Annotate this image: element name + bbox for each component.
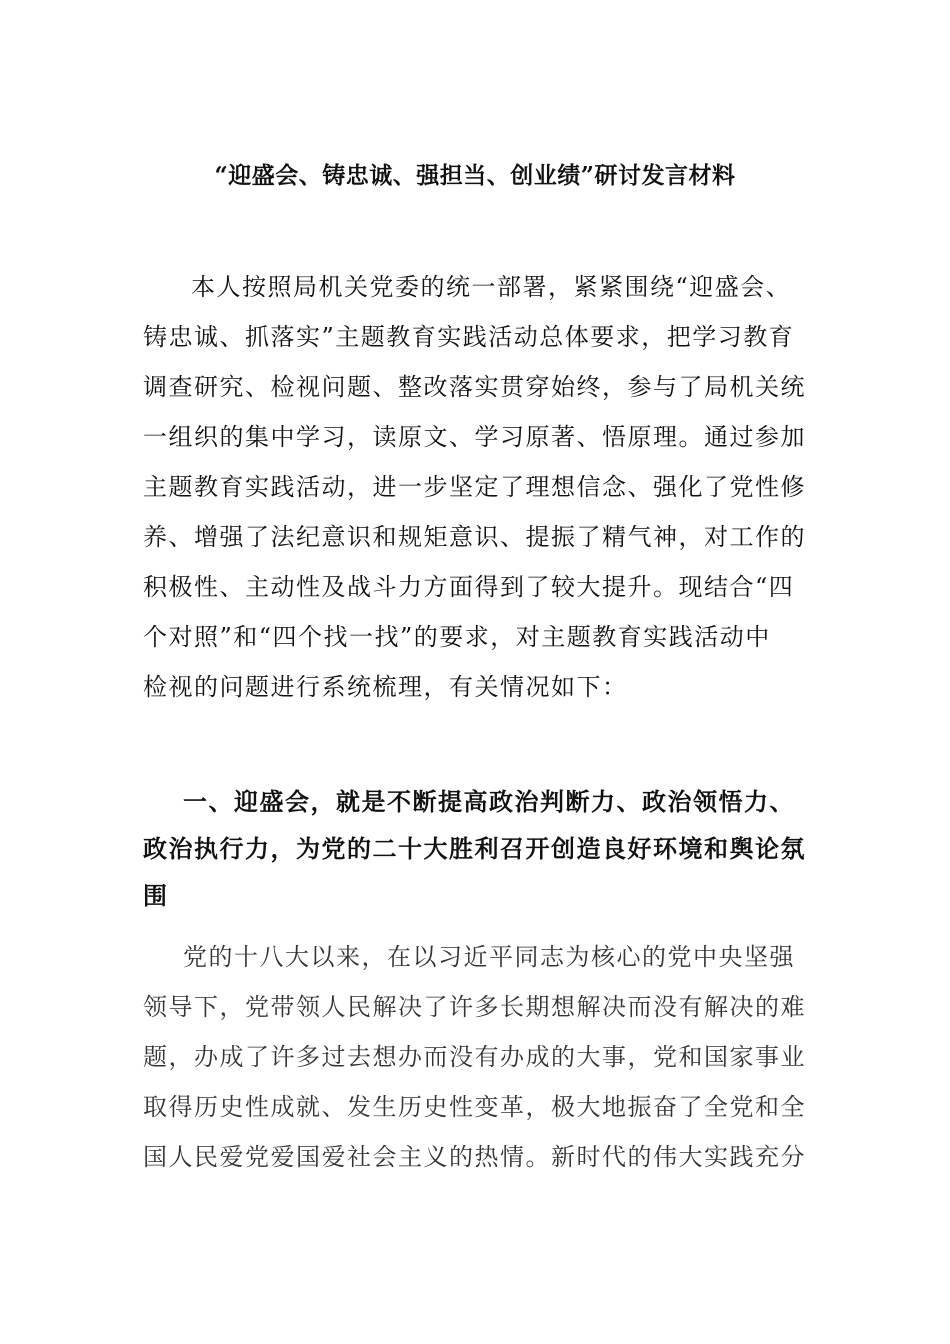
paragraph-line: 本人按照局机关党委的统一部署，紧紧围绕“迎盛会、 [191,273,792,301]
paragraph-line: 调查研究、检视问题、整改落实贯穿始终，参与了局机关统 [143,373,806,401]
paragraph-line: 积极性、主动性及战斗力方面得到了较大提升。现结合“四 [143,573,795,601]
paragraph-line: 检视的问题进行系统梳理，有关情况如下： [143,673,628,701]
document-title: “迎盛会、铸忠诚、强担当、创业绩”研讨发言材料 [214,162,736,189]
paragraph-line: 题，办成了许多过去想办而没有办成的大事，党和国家事业 [143,1043,806,1071]
paragraph-line: 领导下，党带领人民解决了许多长期想解决而没有解决的难 [143,993,806,1021]
paragraph-line: 取得历史性成就、发生历史性变革，极大地振奋了全党和全 [143,1093,806,1121]
intro-paragraph [143,262,823,712]
paragraph-line: 一组织的集中学习，读原文、学习原著、悟原理。通过参加 [143,423,806,451]
heading-line: 围 [143,881,169,910]
paragraph-line: 铸忠诚、抓落实”主题教育实践活动总体要求，把学习教育 [143,323,795,351]
paragraph-line: 养、增强了法纪意识和规矩意识、提振了精气神，对工作的 [143,523,806,551]
section-body-paragraph [143,932,823,1182]
paragraph-line: 主题教育实践活动，进一步坚定了理想信念、强化了党性修 [143,473,806,501]
heading-line: 政治执行力，为党的二十大胜利召开创造良好环境和舆论氛 [143,834,806,863]
heading-line: 一、迎盛会，就是不断提高政治判断力、政治领悟力、 [183,787,795,816]
paragraph-line: 党的十八大以来，在以习近平同志为核心的党中央坚强 [183,943,795,971]
section-heading [143,778,823,919]
paragraph-line: 个对照”和“四个找一找”的要求，对主题教育实践活动中 [143,623,771,651]
paragraph-line: 国人民爱党爱国爱社会主义的热情。新时代的伟大实践充分 [143,1143,806,1171]
